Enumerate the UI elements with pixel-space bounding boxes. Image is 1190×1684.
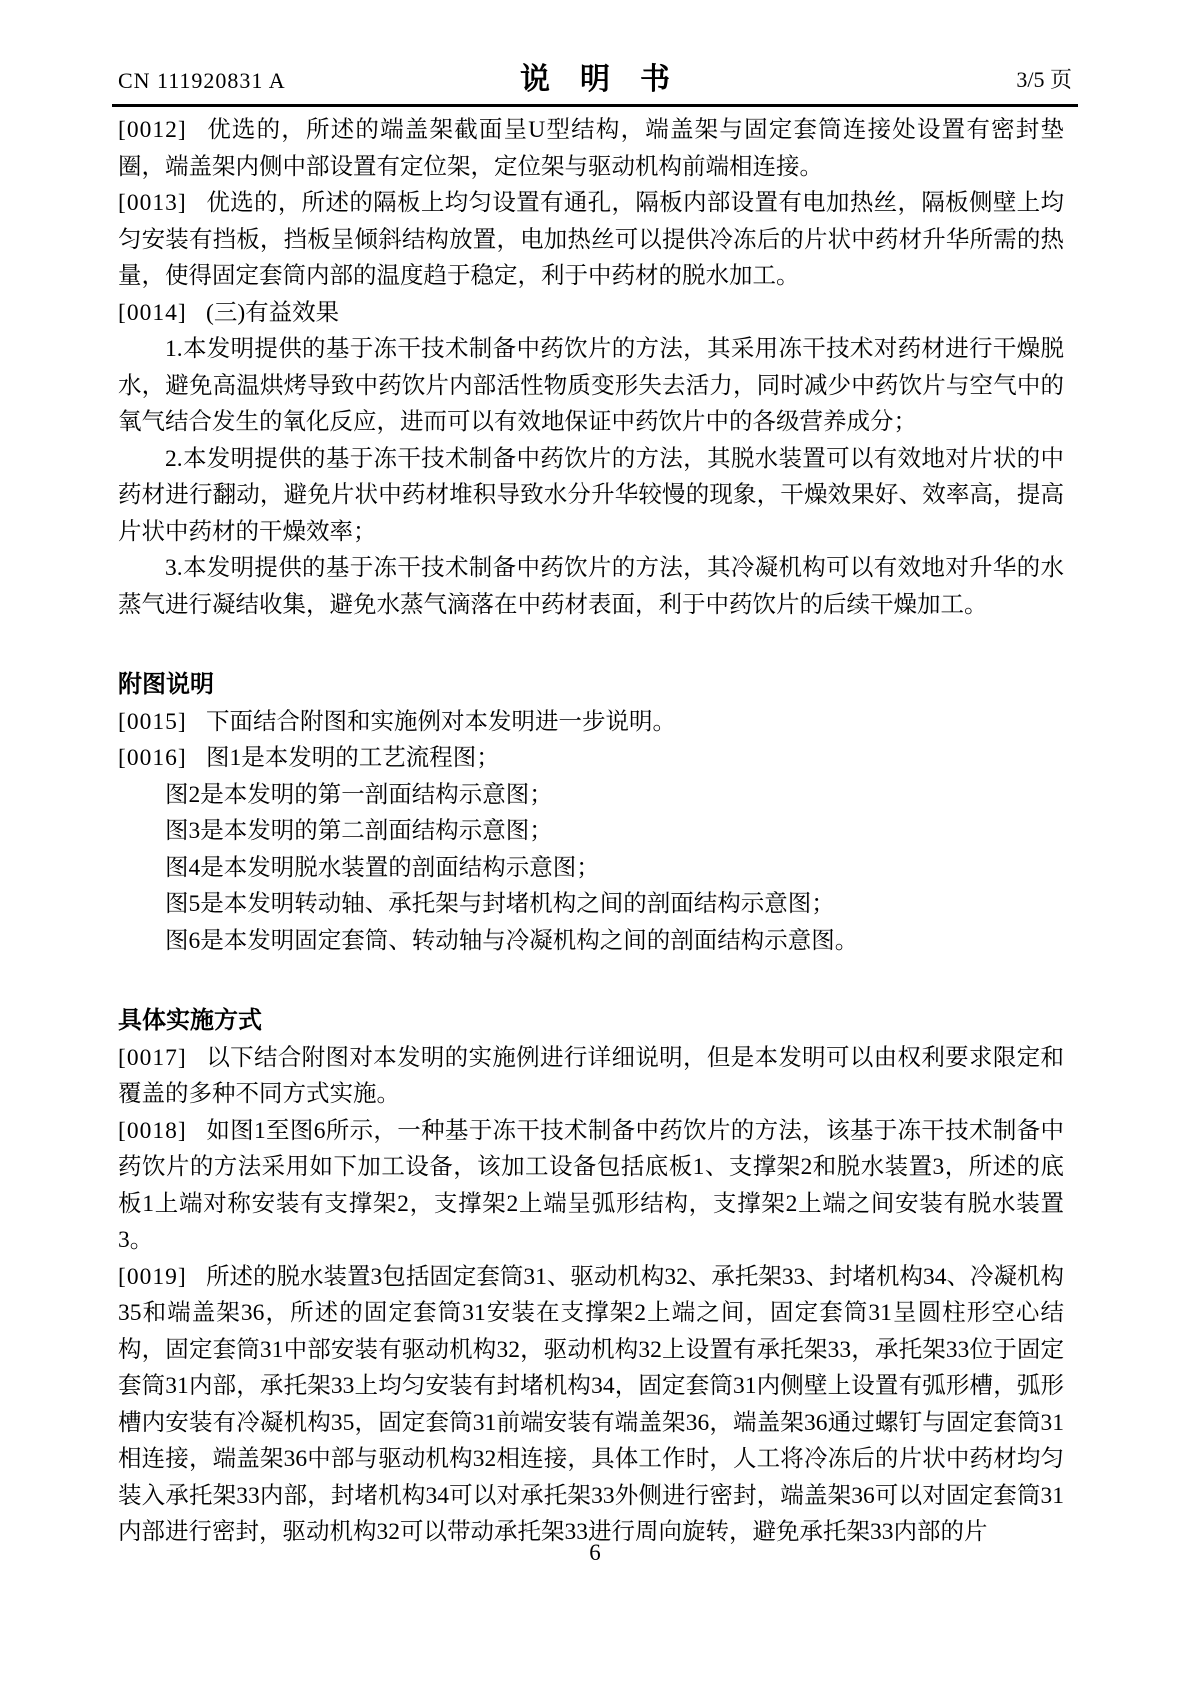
section-heading: 具体实施方式 — [118, 1007, 262, 1034]
paragraph — [118, 1113, 1064, 1259]
paragraph: 图2是本发明的第一剖面结构示意图； — [165, 781, 553, 808]
paragraph — [118, 112, 1064, 185]
paragraph — [118, 295, 1064, 332]
paragraph-tag: [0015] — [118, 708, 187, 735]
paragraph: 1.本发明提供的基于冻干技术制备中药饮片的方法，其采用冻干技术对药材进行干燥脱水，避免高温烘烤导致中药饮片内部活性物质变形失去活力，同时减少中药饮片与空气中的氧气结合发生的氧化反应，进而可以有效地保证中药饮片中的各级营养成分； — [118, 336, 1064, 435]
patent-number: CN 111920831 A — [118, 68, 286, 93]
paragraph — [118, 704, 1064, 741]
paragraph-tag: [0013] — [118, 190, 187, 216]
paragraph — [118, 1040, 1064, 1113]
paragraph-text: 所述的脱水装置3包括固定套筒31、驱动机构32、承托架33、封堵机构34、冷凝机构35和端盖架36，所述的固定套筒31安装在支撑架2上端之间，固定套筒31呈圆柱形空心结构，固定套筒31中部安装有驱动机构32，驱动机构32上设置有承托架33，承托架33位于固定套筒31内部，承托架33上均匀安装有封堵机构34，固定套筒31内侧壁上设置有弧形槽，弧形槽内安装有冷凝机构35，固定套筒31前端安装有端盖架36，端盖架36通过螺钉与固定套筒31相连接，端盖架36中部与驱动机构32相连接，具体工作时，人工将冷冻后的片状中药材均匀装入承托架33内部，封堵机构34可以对承托架33外侧进行密封，端盖架36可以对固定套筒31内部进行密封，驱动机构32可以带动承托架33进行周向旋转，避免承托架33内部的片 — [118, 1263, 1064, 1545]
paragraph: 图3是本发明的第二剖面结构示意图； — [165, 818, 553, 844]
paragraph-tag: [0019] — [118, 1263, 187, 1290]
paragraph: 图6是本发明固定套筒、转动轴与冷凝机构之间的剖面结构示意图。 — [165, 927, 859, 954]
paragraph — [118, 1259, 1064, 1551]
paragraph-tag: [0016] — [118, 745, 187, 771]
document-body — [118, 112, 1064, 1551]
paragraph — [118, 740, 1064, 777]
page-indicator: 3/5 页 — [1016, 67, 1072, 92]
paragraph: 3.本发明提供的基于冻干技术制备中药饮片的方法，其冷凝机构可以有效地对升华的水蒸气进行凝结收集，避免水蒸气滴落在中药材表面，利于中药饮片的后续干燥加工。 — [118, 555, 1064, 618]
paragraph-tag: [0014] — [118, 299, 187, 326]
paragraph-text: 图1是本发明的工艺流程图； — [206, 745, 500, 771]
page-number: 6 — [589, 1540, 601, 1565]
paragraph-text: 如图1至图6所示，一种基于冻干技术制备中药饮片的方法，该基于冻干技术制备中药饮片的方法采用如下加工设备，该加工设备包括底板1、支撑架2和脱水装置3，所述的底板1上端对称安装有支撑架2，支撑架2上端呈弧形结构，支撑架2上端之间安装有脱水装置3。 — [118, 1117, 1064, 1253]
paragraph-tag: [0018] — [118, 1117, 187, 1144]
paragraph-text: 下面结合附图和实施例对本发明进一步说明。 — [206, 708, 676, 735]
section-heading: 附图说明 — [118, 671, 214, 698]
paragraph-text: (三)有益效果 — [206, 299, 340, 326]
paragraph-tag: [0012] — [118, 117, 187, 143]
paragraph: 图5是本发明转动轴、承托架与封堵机构之间的剖面结构示意图； — [165, 891, 835, 917]
page-header — [0, 0, 1190, 104]
page-footer — [0, 1540, 1190, 1566]
paragraph: 图4是本发明脱水装置的剖面结构示意图； — [165, 854, 600, 881]
header-rule — [112, 104, 1078, 107]
paragraph-text: 优选的，所述的端盖架截面呈U型结构，端盖架与固定套筒连接处设置有密封垫圈，端盖架内侧中部设置有定位架，定位架与驱动机构前端相连接。 — [118, 117, 1064, 180]
paragraph — [118, 185, 1064, 295]
paragraph-tag: [0017] — [118, 1044, 187, 1071]
paragraph-text: 优选的，所述的隔板上均匀设置有通孔，隔板内部设置有电加热丝，隔板侧壁上均匀安装有挡板，挡板呈倾斜结构放置，电加热丝可以提供冷冻后的片状中药材升华所需的热量，使得固定套筒内部的温度趋于稳定，利于中药材的脱水加工。 — [118, 190, 1064, 289]
doc-title: 说 明 书 — [520, 63, 670, 96]
paragraph-text: 以下结合附图对本发明的实施例进行详细说明，但是本发明可以由权利要求限定和覆盖的多种不同方式实施。 — [118, 1044, 1064, 1107]
paragraph: 2.本发明提供的基于冻干技术制备中药饮片的方法，其脱水装置可以有效地对片状的中药材进行翻动，避免片状中药材堆积导致水分升华较慢的现象，干燥效果好、效率高，提高片状中药材的干燥效率； — [118, 445, 1064, 545]
